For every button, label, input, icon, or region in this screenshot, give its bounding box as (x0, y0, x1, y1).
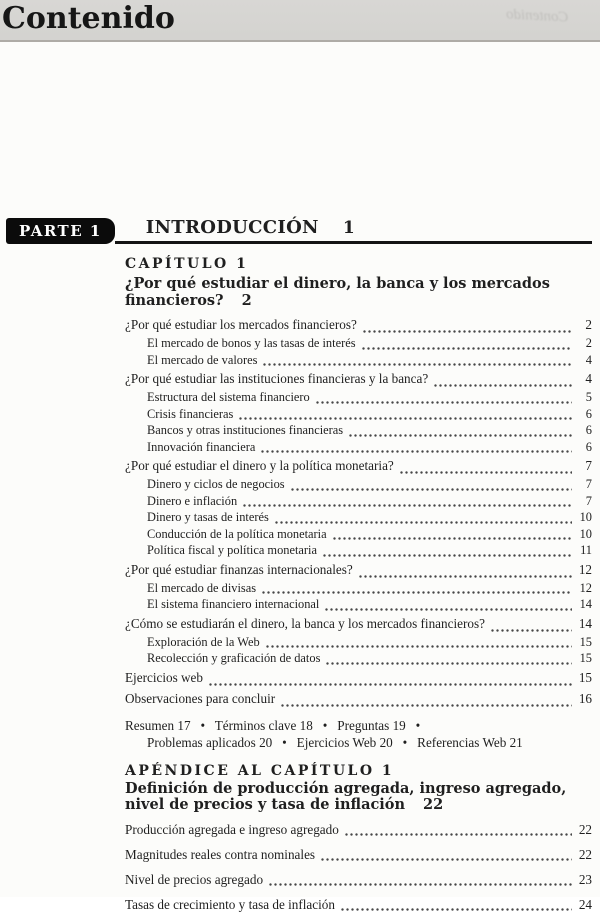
toc-entry-label: Producción agregada e ingreso agregado (125, 821, 339, 837)
toc-row (125, 651, 592, 668)
chapter-page-number: 2 (241, 292, 252, 309)
toc-leader-dots (280, 703, 572, 708)
toc-leader-dots (290, 487, 572, 492)
toc-leader-dots (208, 682, 572, 687)
toc-leader-dots (262, 362, 572, 367)
toc-entry-label: Bancos y otras instituciones financieras (147, 423, 344, 437)
toc-page-number: 4 (585, 371, 592, 386)
toc-leader-dots (362, 329, 572, 334)
toc-entry-label: Estructura del sistema financiero (147, 390, 310, 404)
toc-entry-label: Recolección y graficación de datos (147, 651, 321, 665)
toc-leader-dots (433, 383, 572, 388)
toc-page-number: 4 (585, 352, 592, 367)
toc-leader-dots (315, 400, 572, 405)
toc-page-number: 6 (585, 423, 592, 437)
toc-leader-dots (324, 607, 572, 612)
toc-entry-label: El mercado de divisas (147, 580, 257, 595)
toc-entry-label: ¿Por qué estudiar el dinero y la política monetaria? (125, 458, 394, 473)
toc-entry-label: ¿Por qué estudiar finanzas internacionales? (125, 561, 353, 577)
end-matter (125, 717, 592, 752)
toc-row (125, 527, 592, 544)
toc-row (125, 670, 592, 689)
part-title: INTRODUCCIÓN (145, 217, 319, 238)
toc-row (125, 597, 592, 614)
toc-leader-dots (261, 590, 572, 595)
toc-page-number: 2 (585, 317, 592, 332)
appendix-title-line2 (125, 797, 592, 814)
toc-leader-dots (265, 644, 572, 649)
toc-page-number: 2 (585, 336, 592, 350)
part-badge: PARTE 1 (6, 218, 115, 244)
toc-row (125, 510, 592, 527)
toc-entry-label: El sistema financiero internacional (147, 597, 320, 611)
toc-entry-label: Ejercicios web (125, 669, 203, 685)
toc-entry-label: El mercado de valores (147, 352, 258, 367)
toc-row (125, 390, 592, 407)
toc-page-number: 15 (578, 669, 592, 685)
toc-entry-label: Innovación financiera (147, 439, 256, 454)
toc-page-number: 22 (578, 846, 592, 862)
toc-page-number: 11 (580, 543, 592, 557)
toc-leader-dots (325, 661, 572, 666)
toc-page-number: 6 (585, 439, 592, 454)
toc-row (125, 616, 592, 635)
appendix-toc-list (125, 822, 592, 914)
toc-leader-dots (399, 470, 572, 475)
toc-page-number: 7 (585, 477, 592, 491)
part-page-number: 1 (342, 218, 355, 238)
toc-row (125, 477, 592, 494)
toc-page-number: 10 (579, 526, 592, 541)
toc-row (125, 423, 592, 440)
toc-row (125, 822, 592, 839)
toc-page-number: 23 (578, 871, 592, 887)
toc-row (125, 317, 592, 336)
toc-page-number: 22 (578, 821, 592, 837)
toc-entry-label: Dinero y ciclos de negocios (147, 477, 285, 491)
toc-page-number: 24 (578, 896, 592, 912)
toc-page-number: 5 (585, 390, 592, 404)
appendix-section (125, 763, 592, 914)
toc-entry-label: ¿Por qué estudiar los mercados financieros? (125, 317, 357, 332)
toc-page-number: 6 (585, 406, 592, 421)
toc-page-number: 15 (579, 651, 592, 665)
toc-row (125, 371, 592, 390)
toc-row (125, 691, 592, 710)
toc-leader-dots (361, 346, 572, 351)
toc-entry-label: Política fiscal y política monetaria (147, 543, 317, 557)
toc-row (125, 847, 592, 864)
toc-entry-label: Observaciones para concluir (125, 690, 276, 706)
appendix-title-line1: Definición de producción agregada, ingreso agregado, (125, 779, 567, 797)
appendix-title (125, 781, 592, 814)
end-matter-line: Resumen 17 • Términos clave 18 • Preguntas 19 • (125, 717, 421, 733)
toc-row (125, 562, 592, 581)
toc-row (125, 872, 592, 889)
toc-leader-dots (238, 416, 572, 421)
toc-page-number: 7 (585, 458, 592, 473)
appendix-title-line2-text: nivel de precios y tasa de inflación (125, 796, 406, 813)
toc-page-number: 14 (579, 597, 592, 611)
toc-row (125, 407, 592, 424)
toc-row (125, 494, 592, 511)
toc-entry-label: ¿Por qué estudiar las instituciones financieras y la banca? (125, 371, 429, 386)
toc-entry-label: Dinero y tasas de interés (147, 510, 269, 524)
toc-row (125, 440, 592, 457)
end-matter-line: Problemas aplicados 20 • Ejercicios Web 20 • Referencias Web 21 (147, 735, 523, 750)
toc-leader-dots (490, 628, 572, 633)
toc-page-number: 10 (579, 510, 592, 524)
toc-row (125, 581, 592, 598)
toc-entry-label: Conducción de la política monetaria (147, 526, 327, 541)
toc-page-number: 16 (578, 690, 592, 706)
chapter-title-text: ¿Por qué estudiar el dinero, la banca y los mercados financieros? (125, 275, 550, 309)
toc-row (125, 897, 592, 914)
toc-entry-label: Nivel de precios agregado (125, 871, 264, 887)
appendix-page-number: 22 (423, 796, 444, 813)
appendix-label: APÉNDICE AL CAPÍTULO 1 (125, 762, 395, 779)
part-rule (115, 218, 592, 244)
toc-page-number: 12 (578, 561, 592, 577)
toc-entry-label: Exploración de la Web (147, 634, 260, 649)
toc-leader-dots (348, 433, 572, 438)
toc-leader-dots (344, 832, 572, 837)
toc-leader-dots (320, 857, 572, 862)
toc-entry-label: ¿Cómo se estudiarán el dinero, la banca y los mercados financieros? (125, 615, 485, 631)
toc-leader-dots (322, 553, 572, 558)
toc-page-number: 12 (579, 580, 592, 595)
toc-entry-label: Dinero e inflación (147, 493, 238, 508)
toc-row (125, 336, 592, 353)
toc-leader-dots (332, 536, 572, 541)
chapter-label: CAPÍTULO 1 (125, 256, 249, 272)
toc-leader-dots (274, 520, 572, 525)
bleedthrough-text: Contenido (505, 6, 569, 26)
toc-leader-dots (340, 907, 572, 912)
page-title: Contenido (2, 1, 175, 36)
toc-row (125, 458, 592, 477)
toc-page-number: 15 (579, 634, 592, 649)
toc-page-number: 7 (585, 493, 592, 508)
toc-entry-label: Magnitudes reales contra nominales (125, 846, 316, 862)
toc-row (125, 543, 592, 560)
toc-entry-label: Crisis financieras (147, 406, 234, 421)
toc-leader-dots (358, 574, 572, 579)
toc-row (125, 635, 592, 652)
toc-list (125, 317, 592, 710)
toc-entry-label: El mercado de bonos y las tasas de interés (147, 336, 356, 350)
toc-row (125, 353, 592, 370)
chapter-title (125, 275, 592, 309)
toc-leader-dots (268, 882, 572, 887)
toc-leader-dots (242, 503, 572, 508)
toc-page-number: 14 (578, 615, 592, 631)
content-column (125, 256, 592, 914)
toc-leader-dots (260, 449, 572, 454)
toc-entry-label: Tasas de crecimiento y tasa de inflación (125, 896, 335, 912)
part-banner (6, 218, 592, 244)
